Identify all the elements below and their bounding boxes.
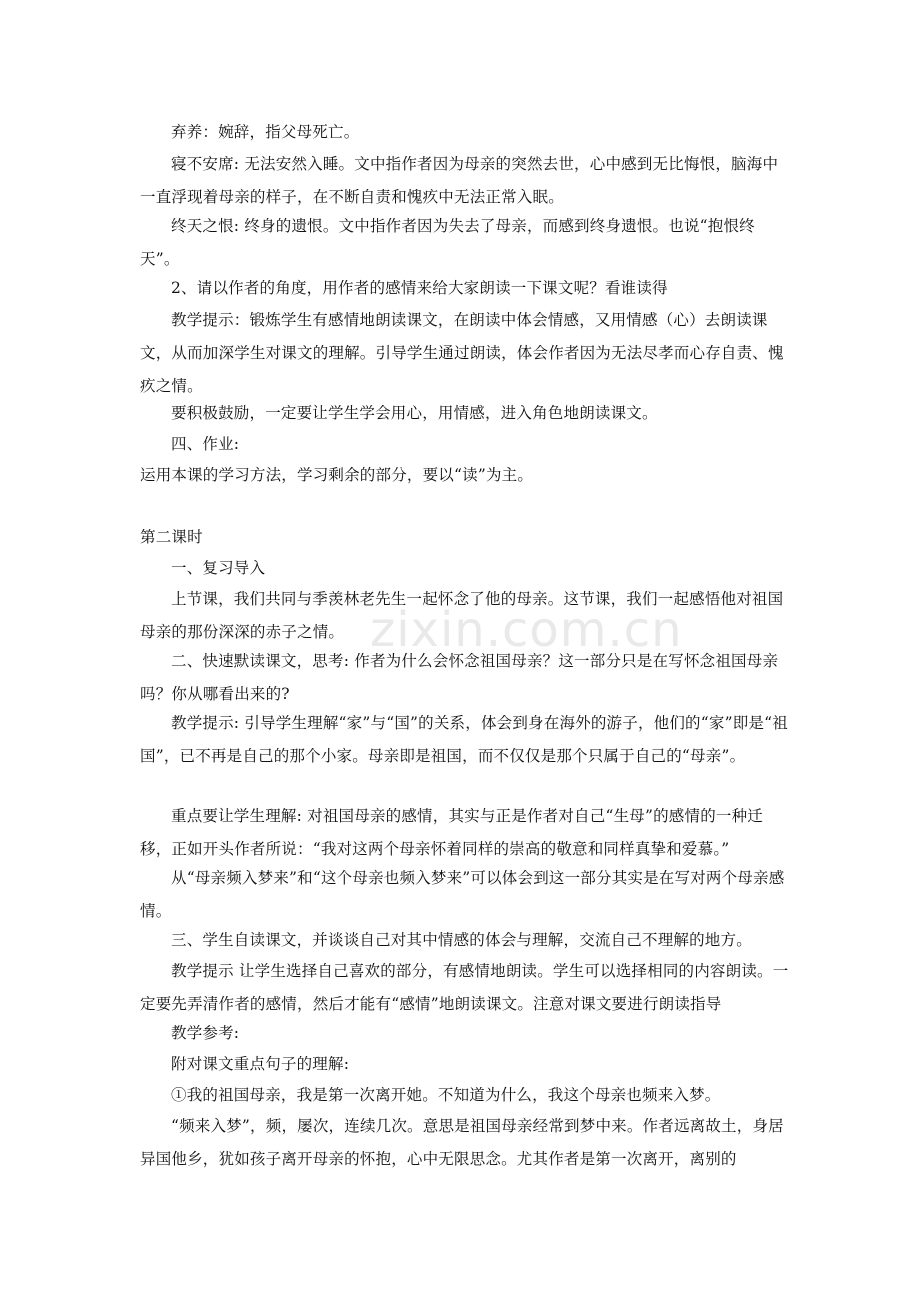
heading-review: 一、复习导入 <box>171 559 266 577</box>
paragraph-sentence-1: ①我的祖国母亲，我是第一次离开她。不知道为什么，我这个母亲也频来入梦。 <box>171 1086 721 1104</box>
watermark: zixin.com.cn <box>370 602 683 658</box>
paragraph-qiyang: 弃养：婉辞，指父母死亡。 <box>171 123 360 141</box>
paragraph-zhongtianzhihen: 终天之恨: 终身的遗恨。文中指作者因为失去了母亲，而感到终身遗恨。也说“抱恨终天”。 <box>140 217 755 268</box>
heading-homework: 四、作业: <box>171 435 240 453</box>
paragraph-pinlairumeng: “频来入梦”，频，屡次，连续几次。意思是祖国母亲经常到梦中来。作者远离故土，身居异国他乡，犹如孩子离开母亲的怀抱，心中无限思念。尤其作者是第一次离开，离别的 <box>140 1117 784 1168</box>
heading-teaching-reference: 教学参考: <box>171 1024 240 1042</box>
paragraph-key-point: 重点要让学生理解: 对祖国母亲的感情，其实与正是作者对自己“生母”的感情的一种迁移，正如开头作者所说：“我对这两个母亲怀着同样的崇高的敬意和同样真挚和爱慕。” <box>140 807 763 858</box>
heading-key-sentences: 附对课文重点句子的理解: <box>171 1055 350 1073</box>
paragraph-teaching-tip-1: 教学提示：锻炼学生有感情地朗读课文，在朗读中体会情感，又用情感（心）去朗读课文，从而加深学生对课文的理解。引导学生通过朗读，体会作者因为无法尽孝而心存自责、愧疚之情。 <box>140 311 784 395</box>
paragraph-encourage: 要积极鼓励，一定要让学生学会用心，用情感，进入角色地朗读课文。 <box>171 404 658 422</box>
paragraph-teaching-tip-3: 教学提示 让学生选择自己喜欢的部分，有感情地朗读。学生可以选择相同的内容朗读。一定要先弄清作者的感情，然后才能有“感情”地朗读课文。注意对课文要进行朗读指导 <box>140 962 789 1013</box>
paragraph-two-mothers: 从“母亲频入梦来”和“这个母亲也频入梦来”可以体会到这一部分其实是在写对两个母亲感情。 <box>140 869 785 920</box>
paragraph-review: 上节课，我们共同与季羡林老先生一起怀念了他的母亲。这节课，我们一起感悟他对祖国母亲的那份深深的赤子之情。 <box>140 590 784 641</box>
paragraph-homework: 运用本课的学习方法，学习剩余的部分，要以“读”为主。 <box>140 466 534 484</box>
paragraph-section-2: 二、快速默读课文，思考: 作者为什么会怀念祖国母亲？这一部分只是在写怀念祖国母亲吗？你从哪看出来的? <box>140 652 779 703</box>
paragraph-section-3: 三、学生自读课文，并谈谈自己对其中情感的体会与理解，交流自己不理解的地方。 <box>171 931 752 949</box>
paragraph-teaching-tip-2: 教学提示: 引导学生理解“家”与“国”的关系，体会到身在海外的游子，他们的“家”即是“祖国”，已不再是自己的那个小家。母亲即是祖国，而不仅仅是那个只属于自己的“母亲”。 <box>140 714 788 765</box>
paragraph-question-2: 2、请以作者的角度，用作者的感情来给大家朗读一下课文呢？看谁读得 <box>171 279 668 297</box>
heading-second-lesson: 第二课时 <box>140 528 203 546</box>
paragraph-qinbuanxi: 寝不安席: 无法安然入睡。文中指作者因为母亲的突然去世，心中感到无比悔恨，脑海中一直浮现着母亲的样子，在不断自责和愧疚中无法正常入眠。 <box>140 155 779 206</box>
